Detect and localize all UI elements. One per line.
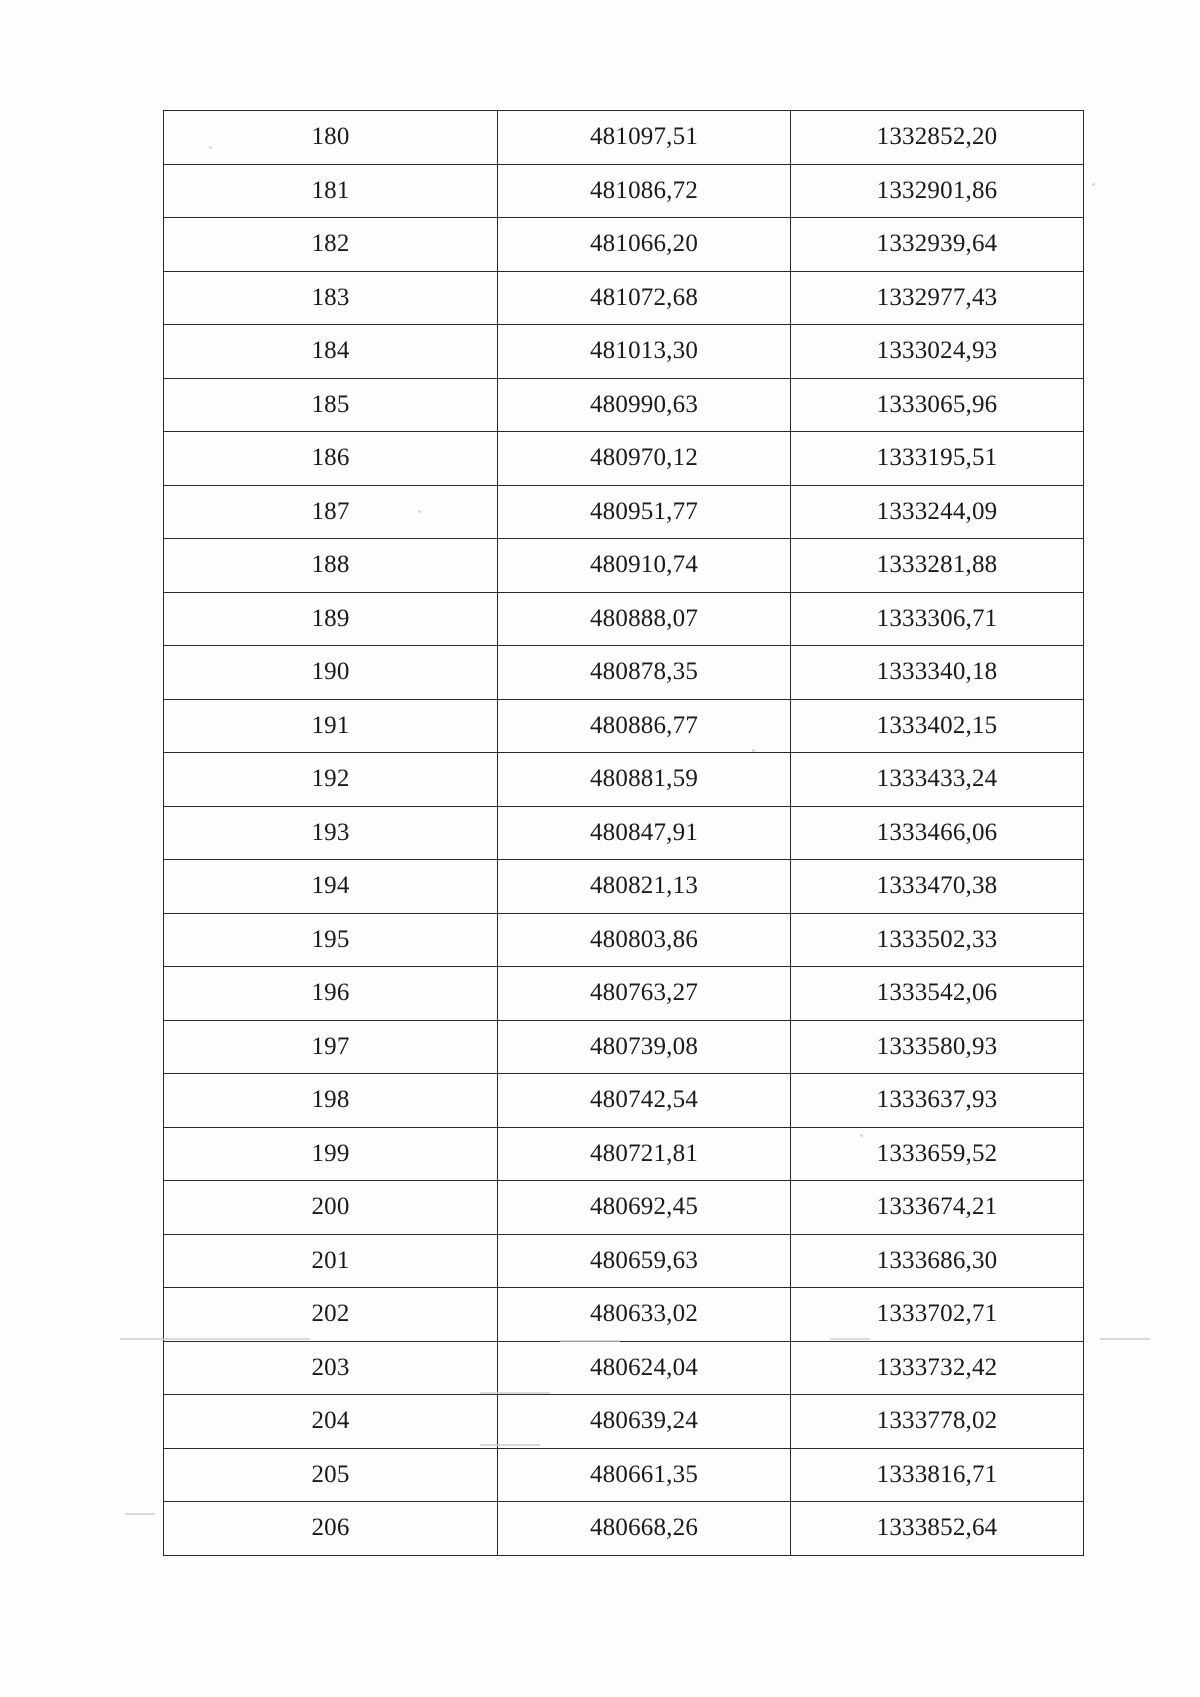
table-row [164,1448,1084,1502]
point-number-cell: 187 [164,485,498,539]
x-coordinate-cell: 480668,26 [498,1502,791,1556]
y-coordinate-cell: 1333659,52 [791,1127,1084,1181]
table-row [164,860,1084,914]
x-coordinate-cell: 480721,81 [498,1127,791,1181]
scan-speck [418,510,421,513]
table-row [164,1288,1084,1342]
point-number-cell: 199 [164,1127,498,1181]
y-coordinate-cell: 1332939,64 [791,218,1084,272]
point-number-cell: 189 [164,592,498,646]
table-row [164,592,1084,646]
point-number-cell: 181 [164,164,498,218]
scan-artifact [830,1338,870,1340]
table-row [164,164,1084,218]
table-row [164,1127,1084,1181]
scan-speck [209,146,212,149]
point-number-cell: 185 [164,378,498,432]
point-number-cell: 205 [164,1448,498,1502]
table-row [164,1181,1084,1235]
y-coordinate-cell: 1333637,93 [791,1074,1084,1128]
x-coordinate-cell: 481013,30 [498,325,791,379]
x-coordinate-cell: 480951,77 [498,485,791,539]
point-number-cell: 184 [164,325,498,379]
y-coordinate-cell: 1333281,88 [791,539,1084,593]
point-number-cell: 191 [164,699,498,753]
x-coordinate-cell: 480633,02 [498,1288,791,1342]
table-row [164,218,1084,272]
scan-artifact [1100,1338,1150,1340]
point-number-cell: 201 [164,1234,498,1288]
point-number-cell: 195 [164,913,498,967]
table-row [164,806,1084,860]
x-coordinate-cell: 480692,45 [498,1181,791,1235]
y-coordinate-cell: 1333686,30 [791,1234,1084,1288]
x-coordinate-cell: 480763,27 [498,967,791,1021]
x-coordinate-cell: 480881,59 [498,753,791,807]
y-coordinate-cell: 1333065,96 [791,378,1084,432]
point-number-cell: 192 [164,753,498,807]
point-number-cell: 200 [164,1181,498,1235]
y-coordinate-cell: 1333306,71 [791,592,1084,646]
point-number-cell: 196 [164,967,498,1021]
table-row [164,967,1084,1021]
y-coordinate-cell: 1333466,06 [791,806,1084,860]
x-coordinate-cell: 480639,24 [498,1395,791,1449]
table-row [164,913,1084,967]
table-row [164,1234,1084,1288]
y-coordinate-cell: 1333732,42 [791,1341,1084,1395]
x-coordinate-cell: 481097,51 [498,111,791,165]
x-coordinate-cell: 480886,77 [498,699,791,753]
table-row [164,111,1084,165]
x-coordinate-cell: 480742,54 [498,1074,791,1128]
y-coordinate-cell: 1333470,38 [791,860,1084,914]
y-coordinate-cell: 1333244,09 [791,485,1084,539]
x-coordinate-cell: 480878,35 [498,646,791,700]
point-number-cell: 206 [164,1502,498,1556]
table-row [164,325,1084,379]
y-coordinate-cell: 1333542,06 [791,967,1084,1021]
scan-artifact [560,1340,620,1342]
x-coordinate-cell: 481072,68 [498,271,791,325]
table-row [164,432,1084,486]
table-row [164,485,1084,539]
point-number-cell: 186 [164,432,498,486]
x-coordinate-cell: 480661,35 [498,1448,791,1502]
x-coordinate-cell: 480888,07 [498,592,791,646]
y-coordinate-cell: 1333778,02 [791,1395,1084,1449]
table-row [164,1020,1084,1074]
x-coordinate-cell: 480659,63 [498,1234,791,1288]
table-row [164,646,1084,700]
x-coordinate-cell: 480847,91 [498,806,791,860]
x-coordinate-cell: 480821,13 [498,860,791,914]
point-number-cell: 193 [164,806,498,860]
point-number-cell: 202 [164,1288,498,1342]
y-coordinate-cell: 1333502,33 [791,913,1084,967]
point-number-cell: 197 [164,1020,498,1074]
scan-speck [1092,183,1095,186]
table-row [164,699,1084,753]
x-coordinate-cell: 480803,86 [498,913,791,967]
scan-artifact [125,1513,155,1515]
y-coordinate-cell: 1332977,43 [791,271,1084,325]
point-number-cell: 180 [164,111,498,165]
scan-speck [860,1134,863,1137]
x-coordinate-cell: 480990,63 [498,378,791,432]
y-coordinate-cell: 1333433,24 [791,753,1084,807]
table-row [164,1341,1084,1395]
y-coordinate-cell: 1333816,71 [791,1448,1084,1502]
y-coordinate-cell: 1333402,15 [791,699,1084,753]
y-coordinate-cell: 1333340,18 [791,646,1084,700]
table-row [164,1502,1084,1556]
y-coordinate-cell: 1332852,20 [791,111,1084,165]
point-number-cell: 188 [164,539,498,593]
x-coordinate-cell: 480970,12 [498,432,791,486]
y-coordinate-cell: 1333580,93 [791,1020,1084,1074]
scan-artifact [480,1392,550,1394]
x-coordinate-cell: 480910,74 [498,539,791,593]
scan-artifact [120,1338,310,1340]
x-coordinate-cell: 480739,08 [498,1020,791,1074]
point-number-cell: 204 [164,1395,498,1449]
table-row [164,539,1084,593]
x-coordinate-cell: 480624,04 [498,1341,791,1395]
y-coordinate-cell: 1333702,71 [791,1288,1084,1342]
point-number-cell: 190 [164,646,498,700]
scan-speck [752,749,755,752]
point-number-cell: 203 [164,1341,498,1395]
y-coordinate-cell: 1333024,93 [791,325,1084,379]
x-coordinate-cell: 481066,20 [498,218,791,272]
point-number-cell: 182 [164,218,498,272]
table-row [164,1395,1084,1449]
y-coordinate-cell: 1333674,21 [791,1181,1084,1235]
y-coordinate-cell: 1333195,51 [791,432,1084,486]
table-row [164,753,1084,807]
table-row [164,378,1084,432]
x-coordinate-cell: 481086,72 [498,164,791,218]
point-number-cell: 183 [164,271,498,325]
table-row [164,1074,1084,1128]
y-coordinate-cell: 1332901,86 [791,164,1084,218]
table-row [164,271,1084,325]
scan-artifact [480,1444,540,1446]
point-number-cell: 198 [164,1074,498,1128]
point-number-cell: 194 [164,860,498,914]
y-coordinate-cell: 1333852,64 [791,1502,1084,1556]
